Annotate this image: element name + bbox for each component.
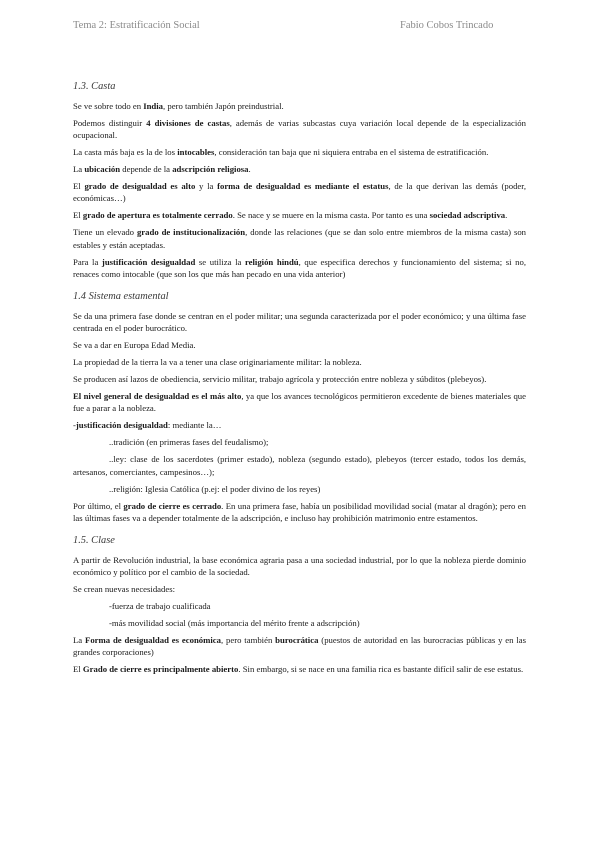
list-item: -más movilidad social (más importancia del mérito frente a adscripción) bbox=[109, 618, 360, 629]
list-item: ..tradición (en primeras fases del feudalismo); bbox=[109, 437, 269, 448]
paragraph: La Forma de desigualdad es económica, pero también burocrática (puestos de autoridad en las burocracias públicas y en las grandes corporaciones) bbox=[73, 635, 527, 658]
section-heading-casta: 1.3. Casta bbox=[73, 81, 116, 92]
paragraph: Por último, el grado de cierre es cerrado. En una primera fase, había un posibilidad movilidad social (matar al dragón); pero en las últimas fases va a depender totalmente de la adscripción, e incluso hay prohibición matrimonio entre estamentos. bbox=[73, 500, 526, 523]
paragraph: El Grado de cierre es principalmente abierto. Sin embargo, si se nace en una familia rica es bastante difícil salir de ese estatus. bbox=[73, 664, 524, 675]
paragraph: Se da una primera fase donde se centran en el poder militar; una segunda caracterizada por el poder económico; y una última fase centrada en el poder burocrático. bbox=[73, 311, 526, 334]
paragraph: Tiene un elevado grado de institucionalización, donde las relaciones (que se dan solo entre miembros de la misma casta) son estables y están aceptadas. bbox=[73, 227, 527, 250]
paragraph: Se ve sobre todo en India, pero también Japón preindustrial. bbox=[73, 101, 284, 111]
paragraph: Se va a dar en Europa Edad Media. bbox=[73, 340, 196, 351]
paragraph: La propiedad de la tierra la va a tener una clase originariamente militar: la nobleza. bbox=[73, 357, 362, 368]
paragraph: El nivel general de desigualdad es el más alto, ya que los avances tecnológicos permitieron excedente de bienes materiales que fue a parar a la nobleza. bbox=[73, 391, 527, 414]
section-heading-estamental: 1.4 Sistema estamental bbox=[73, 291, 169, 303]
section-heading-clase: 1.5. Clase bbox=[73, 535, 115, 547]
paragraph: El grado de apertura es totalmente cerrado. Se nace y se muere en la misma casta. Por tanto es una sociedad adscriptiva. bbox=[73, 210, 508, 221]
list-item: -fuerza de trabajo cualificada bbox=[109, 601, 211, 612]
paragraph: Se crean nuevas necesidades: bbox=[73, 584, 176, 595]
paragraph: Podemos distinguir 4 divisiones de castas, además de varias subcastas cuya variación local depende de la especialización ocupacional. bbox=[73, 118, 526, 141]
list-item: ..religión: Iglesia Católica (p.ej: el poder divino de los reyes) bbox=[109, 483, 321, 494]
paragraph: La ubicación depende de la adscripción religiosa. bbox=[73, 164, 251, 175]
paragraph: -justificación desigualdad: mediante la… bbox=[73, 420, 222, 431]
paragraph: Se producen así lazos de obediencia, servicio militar, trabajo agrícola y protección entre nobleza y súbditos (plebeyos). bbox=[73, 374, 487, 385]
header-topic: Tema 2: Estratificación Social bbox=[73, 20, 200, 31]
paragraph: La casta más baja es la de los intocables, consideración tan baja que ni siquiera entraba en el sistema de estratificación. bbox=[73, 147, 489, 158]
list-item: ..ley: clase de los sacerdotes (primer estado), nobleza (segundo estado), plebeyos (tercer estado, todos los demás, artesanos, comerciantes, campesinos…); bbox=[73, 454, 526, 477]
paragraph: Para la justificación desigualdad se utiliza la religión hindú, que especifica derechos y funcionamiento del sistema; si no, renaces como intocable (que son los que más han pecado en una vida anterior) bbox=[73, 256, 526, 279]
header-author: Fabio Cobos Trincado bbox=[400, 20, 494, 31]
paragraph: El grado de desigualdad es alto y la forma de desigualdad es mediante el estatus, de la que derivan las demás (poder, económicas…) bbox=[73, 181, 526, 204]
document-body bbox=[73, 76, 526, 680]
page-header bbox=[73, 20, 539, 36]
paragraph: A partir de Revolución industrial, la base económica agraria pasa a una sociedad industrial, por lo que la nobleza pierde dominio económico y político por el cambio de la sociedad. bbox=[73, 555, 526, 578]
